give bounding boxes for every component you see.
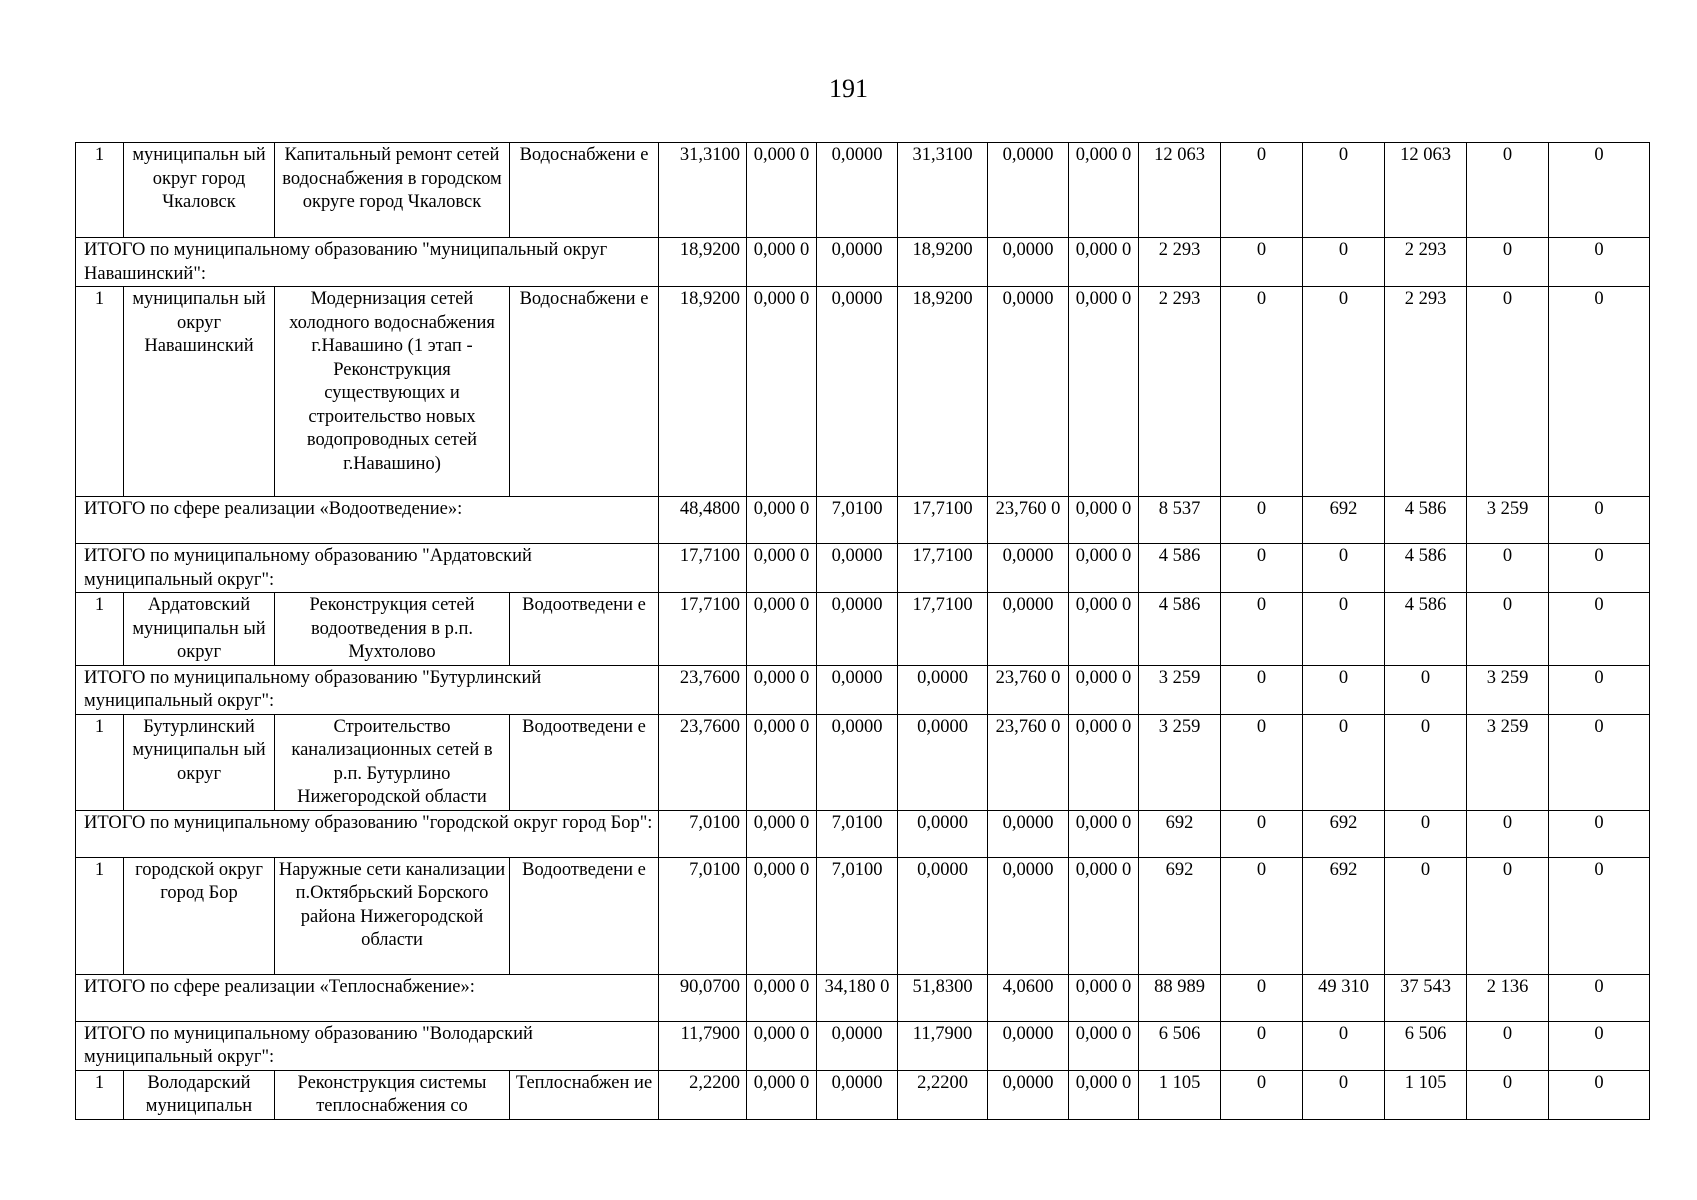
value-cell: 3 259	[1139, 714, 1221, 810]
value-cell: 0	[1467, 1021, 1549, 1070]
sphere-cell: Водоотведени е	[510, 593, 659, 666]
total-label: ИТОГО по муниципальному образованию "Бутурлинский муниципальный округ":	[76, 665, 659, 714]
value-cell: 17,7100	[898, 544, 988, 593]
value-cell: 0,0000	[817, 593, 898, 666]
value-cell: 7,0100	[817, 810, 898, 857]
value-cell: 0	[1467, 143, 1549, 238]
total-row	[76, 497, 1650, 544]
value-cell: 0	[1221, 544, 1303, 593]
value-cell: 18,9200	[898, 287, 988, 497]
row-number: 1	[76, 143, 124, 238]
object-cell: Модернизация сетей холодного водоснабжения г.Навашино (1 этап - Реконструкция существующих и строительство новых водопроводных сетей г.Навашино)	[275, 287, 510, 497]
total-label: ИТОГО по муниципальному образованию "муниципальный округ Навашинский":	[76, 238, 659, 287]
value-cell: 0,0000	[817, 665, 898, 714]
value-cell: 17,7100	[898, 497, 988, 544]
value-cell: 0	[1467, 544, 1549, 593]
row-number: 1	[76, 287, 124, 497]
value-cell: 7,0100	[817, 857, 898, 974]
total-row	[76, 974, 1650, 1021]
value-cell: 0,0000	[817, 238, 898, 287]
value-cell: 18,9200	[898, 238, 988, 287]
total-row	[76, 665, 1650, 714]
object-cell: Наружные сети канализации п.Октябрьский Борского района Нижегородской области	[275, 857, 510, 974]
value-cell: 0,000 0	[747, 287, 817, 497]
value-cell: 0,000 0	[747, 497, 817, 544]
sphere-cell: Теплоснабжен ие	[510, 1070, 659, 1119]
value-cell: 0,0000	[988, 287, 1069, 497]
value-cell: 0,000 0	[1069, 665, 1139, 714]
total-row	[76, 1021, 1650, 1070]
total-row	[76, 238, 1650, 287]
value-cell: 2 293	[1385, 238, 1467, 287]
value-cell: 0	[1221, 238, 1303, 287]
total-label: ИТОГО по сфере реализации «Водоотведение»:	[76, 497, 659, 544]
value-cell: 1 105	[1139, 1070, 1221, 1119]
value-cell: 51,8300	[898, 974, 988, 1021]
value-cell: 0	[1303, 714, 1385, 810]
value-cell: 0	[1467, 857, 1549, 974]
table-row	[76, 143, 1650, 238]
value-cell: 692	[1303, 810, 1385, 857]
value-cell: 0,000 0	[1069, 593, 1139, 666]
investment-table	[75, 142, 1650, 1120]
value-cell: 0,000 0	[1069, 287, 1139, 497]
sphere-cell: Водоотведени е	[510, 714, 659, 810]
value-cell: 0,000 0	[1069, 714, 1139, 810]
value-cell: 0	[1467, 238, 1549, 287]
row-number: 1	[76, 714, 124, 810]
value-cell: 49 310	[1303, 974, 1385, 1021]
value-cell: 0	[1221, 714, 1303, 810]
value-cell: 90,0700	[659, 974, 747, 1021]
sphere-cell: Водоснабжени е	[510, 143, 659, 238]
value-cell: 0,000 0	[1069, 857, 1139, 974]
value-cell: 0,000 0	[747, 974, 817, 1021]
value-cell: 0	[1221, 593, 1303, 666]
value-cell: 2 293	[1385, 287, 1467, 497]
value-cell: 0	[1549, 665, 1650, 714]
value-cell: 4 586	[1139, 544, 1221, 593]
table-row	[76, 1070, 1650, 1119]
object-cell: Реконструкция сетей водоотведения в р.п. Мухтолово	[275, 593, 510, 666]
value-cell: 0,0000	[988, 544, 1069, 593]
value-cell: 23,760 0	[988, 497, 1069, 544]
value-cell: 0	[1467, 1070, 1549, 1119]
municipality-cell: Ардатовский муниципальн ый округ	[124, 593, 275, 666]
value-cell: 4 586	[1385, 593, 1467, 666]
value-cell: 0,0000	[988, 1070, 1069, 1119]
value-cell: 0	[1385, 665, 1467, 714]
value-cell: 0	[1303, 143, 1385, 238]
value-cell: 0	[1549, 593, 1650, 666]
value-cell: 3 259	[1467, 714, 1549, 810]
value-cell: 0	[1549, 1021, 1650, 1070]
value-cell: 0,000 0	[1069, 497, 1139, 544]
value-cell: 0,000 0	[747, 1021, 817, 1070]
sphere-cell: Водоснабжени е	[510, 287, 659, 497]
total-label: ИТОГО по сфере реализации «Теплоснабжение»:	[76, 974, 659, 1021]
row-number: 1	[76, 857, 124, 974]
value-cell: 7,0100	[817, 497, 898, 544]
value-cell: 0	[1221, 974, 1303, 1021]
value-cell: 0,0000	[898, 714, 988, 810]
value-cell: 2,2200	[659, 1070, 747, 1119]
value-cell: 0,0000	[988, 857, 1069, 974]
value-cell: 0,0000	[988, 810, 1069, 857]
value-cell: 23,7600	[659, 665, 747, 714]
value-cell: 0,000 0	[747, 810, 817, 857]
municipality-cell: Володарский муниципальн	[124, 1070, 275, 1119]
value-cell: 0	[1221, 665, 1303, 714]
value-cell: 2,2200	[898, 1070, 988, 1119]
value-cell: 0	[1385, 857, 1467, 974]
value-cell: 17,7100	[898, 593, 988, 666]
value-cell: 2 293	[1139, 287, 1221, 497]
value-cell: 0	[1303, 1021, 1385, 1070]
value-cell: 0	[1385, 810, 1467, 857]
value-cell: 0	[1303, 1070, 1385, 1119]
sphere-cell: Водоотведени е	[510, 857, 659, 974]
value-cell: 23,7600	[659, 714, 747, 810]
value-cell: 0	[1221, 497, 1303, 544]
value-cell: 0,000 0	[1069, 544, 1139, 593]
value-cell: 0	[1221, 857, 1303, 974]
value-cell: 0,0000	[988, 593, 1069, 666]
value-cell: 17,7100	[659, 544, 747, 593]
value-cell: 692	[1139, 810, 1221, 857]
value-cell: 37 543	[1385, 974, 1467, 1021]
value-cell: 0	[1549, 544, 1650, 593]
value-cell: 0,000 0	[1069, 1070, 1139, 1119]
value-cell: 3 259	[1467, 497, 1549, 544]
value-cell: 31,3100	[898, 143, 988, 238]
object-cell: Капитальный ремонт сетей водоснабжения в городском округе город Чкаловск	[275, 143, 510, 238]
total-label: ИТОГО по муниципальному образованию "Ардатовский муниципальный округ":	[76, 544, 659, 593]
value-cell: 0,000 0	[1069, 238, 1139, 287]
value-cell: 0,000 0	[747, 544, 817, 593]
value-cell: 0	[1467, 593, 1549, 666]
page-number: 191	[829, 74, 868, 103]
value-cell: 0	[1221, 810, 1303, 857]
value-cell: 0	[1549, 810, 1650, 857]
value-cell: 12 063	[1385, 143, 1467, 238]
value-cell: 0,000 0	[1069, 810, 1139, 857]
value-cell: 3 259	[1139, 665, 1221, 714]
value-cell: 0,0000	[817, 143, 898, 238]
value-cell: 0,0000	[817, 1070, 898, 1119]
value-cell: 31,3100	[659, 143, 747, 238]
value-cell: 4 586	[1385, 497, 1467, 544]
table-row	[76, 593, 1650, 666]
value-cell: 0	[1303, 238, 1385, 287]
value-cell: 0,0000	[817, 714, 898, 810]
value-cell: 0	[1549, 143, 1650, 238]
value-cell: 1 105	[1385, 1070, 1467, 1119]
value-cell: 0	[1549, 238, 1650, 287]
municipality-cell: муниципальн ый округ Навашинский	[124, 287, 275, 497]
value-cell: 8 537	[1139, 497, 1221, 544]
object-cell: Реконструкция системы теплоснабжения со	[275, 1070, 510, 1119]
value-cell: 4,0600	[988, 974, 1069, 1021]
total-row	[76, 544, 1650, 593]
value-cell: 48,4800	[659, 497, 747, 544]
municipality-cell: городской округ город Бор	[124, 857, 275, 974]
value-cell: 0	[1467, 287, 1549, 497]
value-cell: 0,0000	[988, 1021, 1069, 1070]
row-number: 1	[76, 1070, 124, 1119]
value-cell: 0	[1549, 287, 1650, 497]
value-cell: 0,000 0	[1069, 974, 1139, 1021]
total-label: ИТОГО по муниципальному образованию "Володарский муниципальный округ":	[76, 1021, 659, 1070]
value-cell: 3 259	[1467, 665, 1549, 714]
table-row	[76, 287, 1650, 497]
value-cell: 4 586	[1139, 593, 1221, 666]
value-cell: 0,000 0	[747, 143, 817, 238]
value-cell: 0	[1221, 1021, 1303, 1070]
value-cell: 2 293	[1139, 238, 1221, 287]
value-cell: 0,0000	[817, 287, 898, 497]
value-cell: 0,0000	[988, 238, 1069, 287]
value-cell: 11,7900	[898, 1021, 988, 1070]
value-cell: 23,760 0	[988, 714, 1069, 810]
value-cell: 11,7900	[659, 1021, 747, 1070]
value-cell: 34,180 0	[817, 974, 898, 1021]
value-cell: 0,0000	[898, 665, 988, 714]
value-cell: 0	[1549, 974, 1650, 1021]
value-cell: 88 989	[1139, 974, 1221, 1021]
value-cell: 0	[1221, 1070, 1303, 1119]
municipality-cell: Бутурлинский муниципальн ый округ	[124, 714, 275, 810]
value-cell: 18,9200	[659, 287, 747, 497]
value-cell: 18,9200	[659, 238, 747, 287]
total-label: ИТОГО по муниципальному образованию "городской округ город Бор":	[76, 810, 659, 857]
value-cell: 0	[1303, 593, 1385, 666]
value-cell: 692	[1303, 497, 1385, 544]
value-cell: 6 506	[1385, 1021, 1467, 1070]
value-cell: 692	[1139, 857, 1221, 974]
value-cell: 692	[1303, 857, 1385, 974]
value-cell: 0	[1549, 714, 1650, 810]
value-cell: 0	[1549, 857, 1650, 974]
value-cell: 0,000 0	[747, 1070, 817, 1119]
value-cell: 7,0100	[659, 857, 747, 974]
value-cell: 17,7100	[659, 593, 747, 666]
table-row	[76, 857, 1650, 974]
value-cell: 0	[1221, 143, 1303, 238]
value-cell: 0,0000	[898, 810, 988, 857]
value-cell: 0	[1303, 287, 1385, 497]
value-cell: 0	[1303, 665, 1385, 714]
value-cell: 0,000 0	[747, 665, 817, 714]
value-cell: 0,000 0	[1069, 143, 1139, 238]
value-cell: 0,000 0	[1069, 1021, 1139, 1070]
value-cell: 0,0000	[817, 1021, 898, 1070]
value-cell: 12 063	[1139, 143, 1221, 238]
total-row	[76, 810, 1650, 857]
row-number: 1	[76, 593, 124, 666]
value-cell: 0	[1549, 1070, 1650, 1119]
value-cell: 0	[1221, 287, 1303, 497]
value-cell: 23,760 0	[988, 665, 1069, 714]
municipality-cell: муниципальн ый округ город Чкаловск	[124, 143, 275, 238]
value-cell: 0,000 0	[747, 714, 817, 810]
value-cell: 0,000 0	[747, 857, 817, 974]
value-cell: 0,0000	[898, 857, 988, 974]
value-cell: 0,000 0	[747, 238, 817, 287]
value-cell: 4 586	[1385, 544, 1467, 593]
value-cell: 0,0000	[988, 143, 1069, 238]
value-cell: 0	[1385, 714, 1467, 810]
value-cell: 0	[1549, 497, 1650, 544]
value-cell: 7,0100	[659, 810, 747, 857]
value-cell: 0,0000	[817, 544, 898, 593]
value-cell: 0,000 0	[747, 593, 817, 666]
value-cell: 2 136	[1467, 974, 1549, 1021]
value-cell: 0	[1303, 544, 1385, 593]
table-row	[76, 714, 1650, 810]
value-cell: 0	[1467, 810, 1549, 857]
value-cell: 6 506	[1139, 1021, 1221, 1070]
object-cell: Строительство канализационных сетей в р.п. Бутурлино Нижегородской области	[275, 714, 510, 810]
